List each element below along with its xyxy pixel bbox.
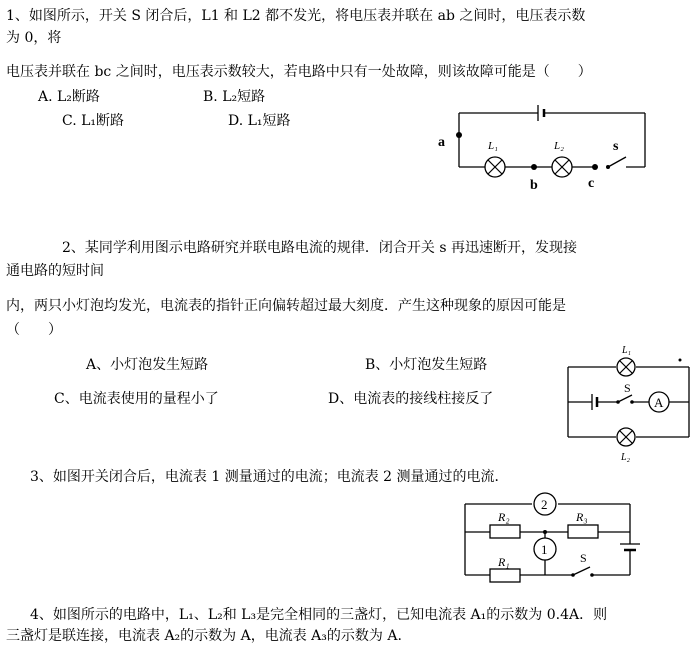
resistor-r1 xyxy=(490,569,520,582)
q1-line3: 电压表并联在 bc 之间时，电压表示数较大，若电路中只有一处故障，则该故障可能是（ ） xyxy=(6,64,592,80)
label-l2: L₂ xyxy=(554,140,564,152)
q2-label-l2: L₂ xyxy=(621,452,631,463)
svg-text:1: 1 xyxy=(541,542,548,557)
q3-circuit-diagram xyxy=(460,490,650,585)
q4-line2: 三盏灯是联连接，电流表 A₂的示数为 A，电流表 A₃的示数为 A. xyxy=(6,628,402,644)
ammeter-1-icon xyxy=(534,538,556,560)
q3-label-r3: R₃ xyxy=(576,510,588,524)
lamp-l2-icon xyxy=(552,157,572,177)
label-c: c xyxy=(588,176,595,191)
svg-text:2: 2 xyxy=(541,497,548,512)
resistor-r2 xyxy=(490,525,520,538)
q3-label-s: S xyxy=(580,551,587,565)
q2-line2: 通电路的短时间 xyxy=(6,263,104,279)
q2-line4: （ ） xyxy=(6,322,62,338)
label-l1: L₁ xyxy=(488,140,498,152)
q1-option-a: A. L₂断路 xyxy=(38,89,100,105)
q1-option-b: B. L₂短路 xyxy=(203,89,266,105)
node-c xyxy=(592,164,598,170)
q2-switch-blade xyxy=(618,395,632,402)
q2-lamp-l2-icon xyxy=(617,428,635,446)
q2-line1: 2、某同学利用图示电路研究并联电路电流的规律．闭合开关 s 再迅速断开，发现接 xyxy=(62,240,577,256)
q1-line1: 1、如图所示，开关 S 闭合后，L1 和 L2 都不发光，将电压表并联在 ab 之间时，电压表示数 xyxy=(6,8,586,24)
label-b: b xyxy=(530,178,538,193)
q3-switch-blade xyxy=(573,567,590,575)
q3-label-r2: R₂ xyxy=(498,510,510,524)
q2-option-b: B、小灯泡发生短路 xyxy=(365,357,488,373)
q2-label-s: S xyxy=(624,381,631,395)
lamp-l1-icon xyxy=(485,157,505,177)
label-a: a xyxy=(438,135,445,150)
q1-line2: 为 0，将 xyxy=(6,30,62,46)
q3-line1: 3、如图开关闭合后，电流表 1 测量通过的电流；电流表 2 测量通过的电流． xyxy=(30,469,509,485)
q2-circuit-diagram xyxy=(560,340,694,465)
q4-line1: 4、如图所示的电路中，L₁、L₂和 L₃是完全相同的三盏灯，已知电流表 A₁的示数为 0.4A．则 xyxy=(30,607,608,623)
q2-option-a: A、小灯泡发生短路 xyxy=(86,357,209,373)
q2-option-d: D、电流表的接线柱接反了 xyxy=(328,391,494,407)
ammeter-2-icon xyxy=(534,493,556,515)
q3-label-r1: R₁ xyxy=(498,555,510,569)
resistor-r3 xyxy=(568,525,598,538)
switch-blade xyxy=(608,157,626,167)
svg-text:A: A xyxy=(654,395,664,410)
ammeter-icon xyxy=(649,392,669,412)
q2-lamp-l1-icon xyxy=(617,358,635,376)
node-a xyxy=(456,132,462,138)
q2-line3: 内，两只小灯泡均发光，电流表的指针正向偏转超过最大刻度．产生这种现象的原因可能是 xyxy=(6,298,566,314)
q2-label-l1: L₁ xyxy=(622,345,632,356)
q1-option-d: D. L₁短路 xyxy=(228,113,291,129)
q1-circuit-diagram xyxy=(430,95,660,205)
node-b xyxy=(531,164,537,170)
q1-option-c: C. L₁断路 xyxy=(62,113,125,129)
q2-option-c: C、电流表使用的量程小了 xyxy=(54,391,219,407)
label-s: s xyxy=(613,139,619,154)
